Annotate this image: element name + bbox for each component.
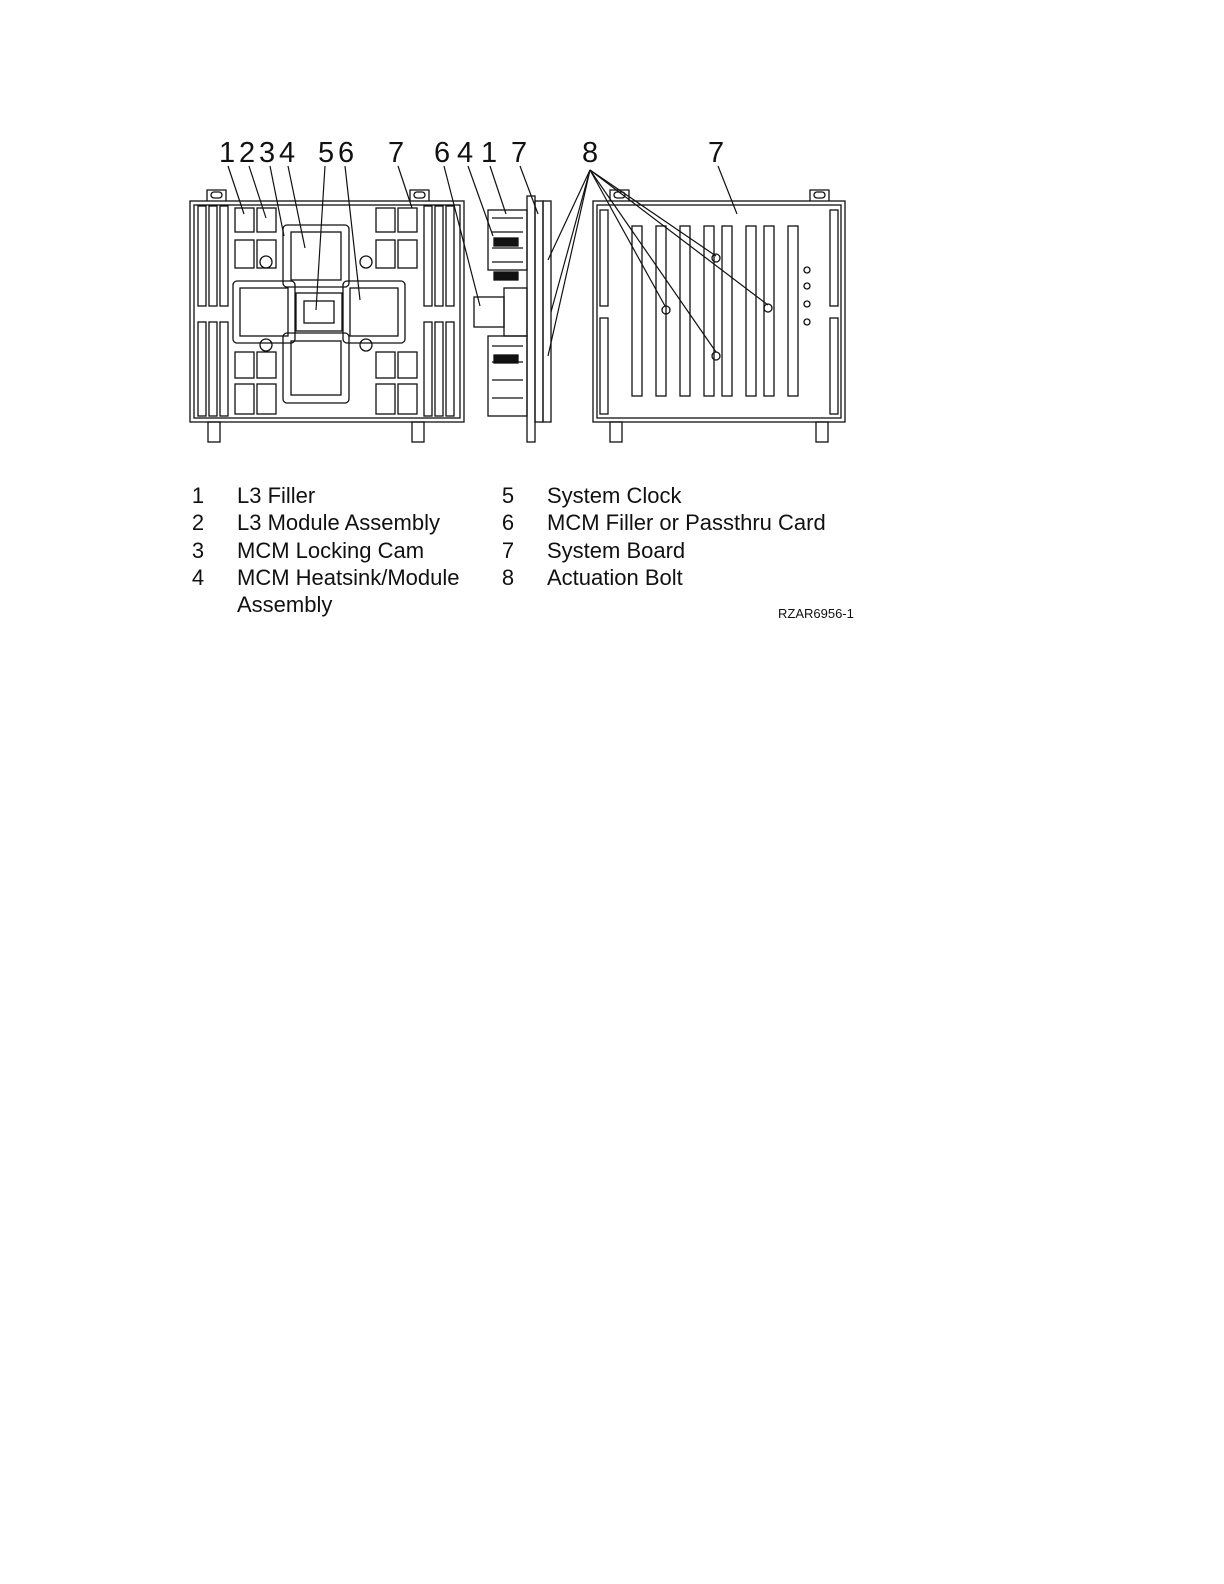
right-connectors: [424, 206, 454, 416]
l3-modules: [235, 208, 417, 414]
figure-id: RZAR6956-1: [778, 606, 854, 621]
legend-label: L3 Filler: [237, 483, 316, 508]
legend-label: L3 Module Assembly: [237, 510, 440, 535]
legend-label: MCM Filler or Passthru Card: [547, 510, 826, 535]
legend-number: 6: [501, 510, 515, 535]
legend-label: MCM Heatsink/Module: [237, 565, 460, 590]
back-view: [593, 190, 845, 442]
callout-3: 3: [259, 137, 276, 169]
legend-number: 3: [191, 538, 205, 563]
legend-number: 7: [501, 538, 515, 563]
left-connectors: [198, 206, 228, 416]
callout-5: 5: [318, 137, 335, 169]
legend-number: 1: [191, 483, 205, 508]
callout-2: 2: [239, 137, 256, 169]
callout-6: 6: [338, 137, 355, 169]
system-clock: [296, 293, 342, 331]
front-view: [190, 190, 464, 442]
legend-number: 8: [501, 565, 515, 590]
legend-label: Actuation Bolt: [547, 565, 683, 590]
callout-1-side: 1: [481, 137, 498, 169]
callout-6-side: 6: [434, 137, 451, 169]
callout-7-front: 7: [388, 137, 405, 169]
callout-7-side: 7: [511, 137, 528, 169]
callout-4-side: 4: [457, 137, 474, 169]
legend-number: 2: [191, 510, 205, 535]
callout-numbers: [219, 137, 724, 169]
legend-number: 5: [501, 483, 515, 508]
legend-number: 4: [191, 565, 205, 590]
callout-1: 1: [219, 137, 236, 169]
legend-label: MCM Locking Cam: [237, 538, 425, 563]
side-view: [474, 196, 551, 442]
legend-label: System Clock: [547, 483, 682, 508]
callout-8: 8: [582, 137, 599, 169]
callout-7-back: 7: [708, 137, 725, 169]
callout-4: 4: [279, 137, 296, 169]
legend-label: System Board: [547, 538, 686, 563]
mcm-modules: [233, 225, 405, 403]
legend-label-continuation: Assembly: [237, 592, 333, 617]
